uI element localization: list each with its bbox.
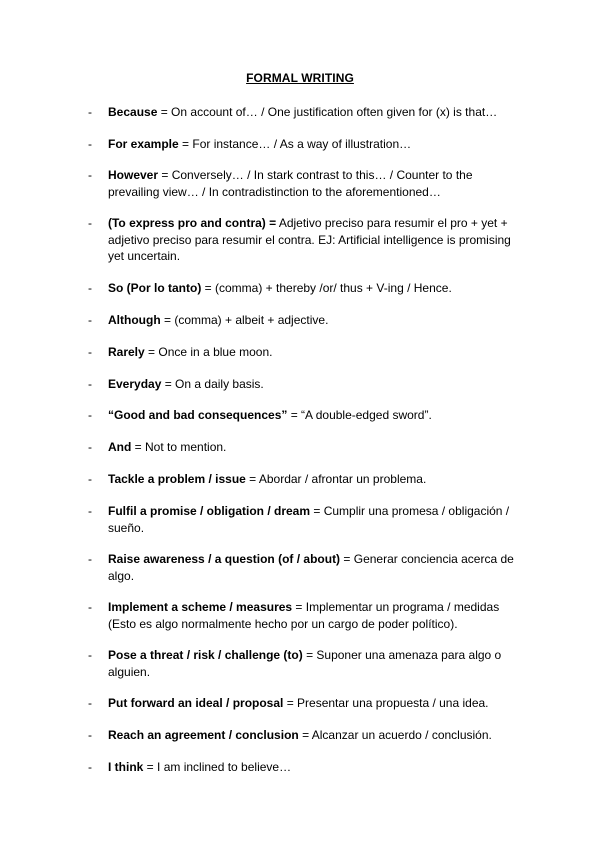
item-text [108, 167, 520, 200]
item-term: Put forward an ideal / proposal [108, 696, 284, 710]
bullet-dash: - [88, 696, 92, 710]
item-text [108, 551, 520, 584]
item-definition: = I am inclined to believe… [143, 760, 292, 774]
bullet-dash: - [88, 440, 92, 454]
bullet-dash: - [88, 472, 92, 486]
item-definition: = (comma) + thereby /or/ thus + V-ing / Hence. [201, 281, 452, 295]
item-text [108, 280, 520, 297]
bullet-dash: - [88, 345, 92, 359]
bullet-dash: - [88, 168, 92, 182]
item-term: (To express pro and contra) = [108, 216, 277, 230]
item-definition: = Implementar un programa / medidas (Esto es algo normalmente hecho por un cargo de poder político). [108, 600, 500, 631]
item-text [108, 344, 520, 361]
item-definition: = Conversely… / In stark contrast to this… / Counter to the prevailing view… / In contradistinction to the aforementioned… [108, 168, 473, 199]
item-definition: = Alcanzar un acuerdo / conclusión. [298, 728, 492, 742]
bullet-dash: - [88, 600, 92, 614]
item-text [108, 104, 520, 121]
item-term: Implement a scheme / measures [108, 600, 293, 614]
item-definition: = On a daily basis. [161, 377, 264, 391]
item-definition: = Cumplir una promesa / obligación / sueño. [108, 504, 510, 535]
bullet-dash: - [88, 137, 92, 151]
bullet-dash: - [88, 216, 92, 230]
item-text [108, 215, 520, 265]
item-term: Raise awareness / a question (of / about) [108, 552, 341, 566]
item-definition: = For instance… / As a way of illustration… [178, 137, 412, 151]
item-definition: = Suponer una amenaza para algo o alguien. [108, 648, 502, 679]
item-term: For example [108, 137, 179, 151]
item-text [108, 312, 520, 329]
item-text [108, 503, 520, 536]
bullet-dash: - [88, 281, 92, 295]
item-term: “Good and bad consequences” [108, 408, 288, 422]
item-term: Everyday [108, 377, 162, 391]
item-text [108, 471, 520, 488]
item-text [108, 407, 520, 424]
bullet-dash: - [88, 408, 92, 422]
item-term: Tackle a problem / issue [108, 472, 246, 486]
item-definition: = Presentar una propuesta / una idea. [283, 696, 489, 710]
item-text [108, 136, 520, 153]
bullet-dash: - [88, 377, 92, 391]
item-term: Rarely [108, 345, 145, 359]
item-definition: = (comma) + albeit + adjective. [160, 313, 329, 327]
item-term: However [108, 168, 159, 182]
bullet-dash: - [88, 760, 92, 774]
item-definition: = Once in a blue moon. [144, 345, 273, 359]
item-term: I think [108, 760, 144, 774]
item-text [108, 439, 520, 456]
item-term: Pose a threat / risk / challenge (to) [108, 648, 303, 662]
item-term: Fulfil a promise / obligation / dream [108, 504, 311, 518]
item-term: Although [108, 313, 161, 327]
item-definition: Adjetivo preciso para resumir el pro + yet + adjetivo preciso para resumir el contra. EJ: Artificial intelligence is promising yet uncertain. [108, 216, 511, 263]
item-text [108, 695, 520, 712]
item-definition: = Abordar / afrontar un problema. [245, 472, 427, 486]
item-definition: = Generar conciencia acerca de algo. [108, 552, 514, 583]
bullet-dash: - [88, 313, 92, 327]
item-term: Reach an agreement / conclusion [108, 728, 299, 742]
bullet-dash: - [88, 105, 92, 119]
item-definition: = “A double-edged sword”. [287, 408, 432, 422]
item-text [108, 376, 520, 393]
bullet-dash: - [88, 648, 92, 662]
bullet-dash: - [88, 504, 92, 518]
bullet-dash: - [88, 552, 92, 566]
item-term: And [108, 440, 132, 454]
item-text [108, 647, 520, 680]
item-text [108, 759, 520, 776]
item-definition: = Not to mention. [131, 440, 227, 454]
item-text [108, 727, 520, 744]
item-term: Because [108, 105, 158, 119]
bullet-dash: - [88, 728, 92, 742]
item-text [108, 599, 520, 632]
item-term: So (Por lo tanto) [108, 281, 202, 295]
item-definition: = On account of… / One justification often given for (x) is that… [157, 105, 498, 119]
document-title: FORMAL WRITING [246, 71, 354, 85]
